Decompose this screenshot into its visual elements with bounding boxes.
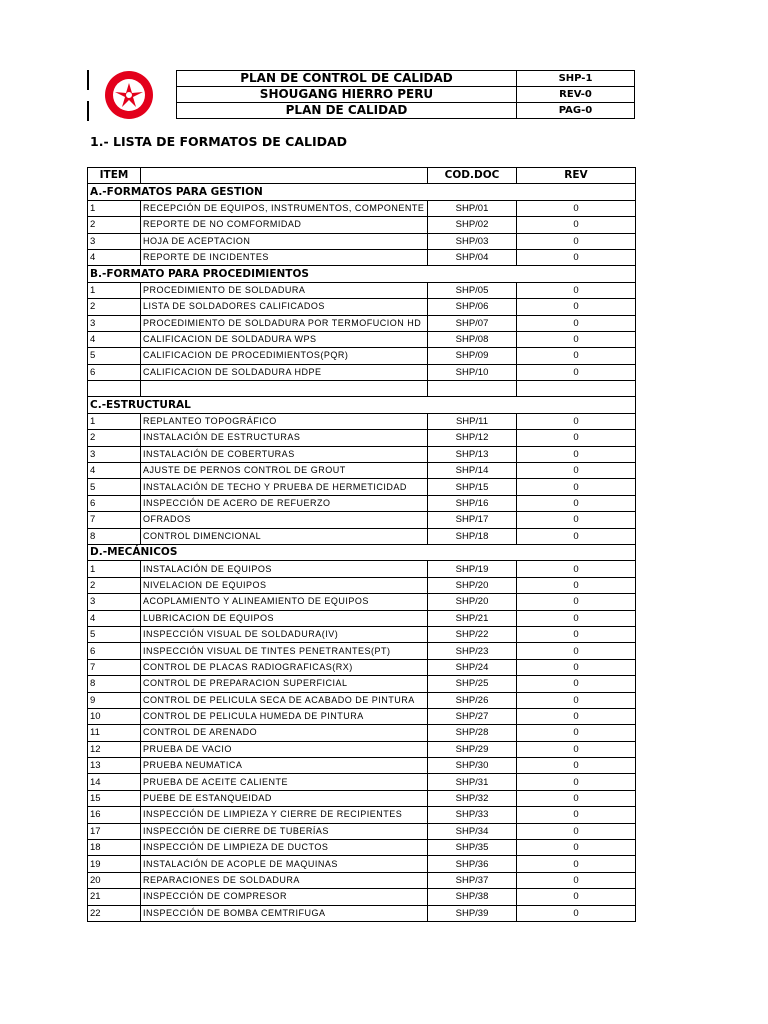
row-description: NIVELACION DE EQUIPOS [141, 577, 428, 593]
row-description: PROCEDIMIENTO DE SOLDADURA POR TERMOFUCION HD [141, 315, 428, 331]
table-row [88, 446, 636, 462]
row-item-number: 2 [88, 299, 141, 315]
group-title: A.-FORMATOS PARA GESTION [88, 184, 636, 200]
row-description: INSPECCIÓN DE COMPRESOR [141, 889, 428, 905]
table-row [88, 282, 636, 298]
row-description: CALIFICACION DE SOLDADURA WPS [141, 331, 428, 347]
group-title: C.-ESTRUCTURAL [88, 397, 636, 413]
row-revision: 0 [517, 610, 636, 626]
table-row [88, 331, 636, 347]
row-description: CALIFICACION DE PROCEDIMIENTOS(PQR) [141, 348, 428, 364]
row-item-number [88, 381, 141, 397]
row-item-number: 3 [88, 446, 141, 462]
row-item-number: 1 [88, 282, 141, 298]
row-description: INSPECCIÓN DE BOMBA CEMTRIFUGA [141, 905, 428, 921]
row-document-code: SHP/17 [428, 512, 517, 528]
row-document-code: SHP/37 [428, 872, 517, 888]
row-revision: 0 [517, 495, 636, 511]
row-item-number: 9 [88, 692, 141, 708]
row-document-code: SHP/02 [428, 217, 517, 233]
row-description: INSPECCIÓN VISUAL DE TINTES PENETRANTES(PT) [141, 643, 428, 659]
row-document-code: SHP/25 [428, 676, 517, 692]
table-row [88, 856, 636, 872]
row-item-number: 20 [88, 872, 141, 888]
row-document-code: SHP/27 [428, 708, 517, 724]
row-document-code: SHP/16 [428, 495, 517, 511]
column-header-rev: REV [517, 168, 636, 184]
row-document-code: SHP/29 [428, 741, 517, 757]
row-document-code: SHP/03 [428, 233, 517, 249]
row-item-number: 11 [88, 725, 141, 741]
table-row [88, 479, 636, 495]
company-logo [87, 69, 176, 120]
row-item-number: 7 [88, 659, 141, 675]
row-item-number: 5 [88, 348, 141, 364]
row-document-code: SHP/34 [428, 823, 517, 839]
row-item-number: 15 [88, 790, 141, 806]
row-document-code: SHP/32 [428, 790, 517, 806]
table-row [88, 692, 636, 708]
column-header-description [141, 168, 428, 184]
row-revision [517, 381, 636, 397]
row-document-code: SHP/05 [428, 282, 517, 298]
row-revision: 0 [517, 446, 636, 462]
row-description: INSPECCIÓN DE LIMPIEZA Y CIERRE DE RECIPIENTES [141, 807, 428, 823]
row-description: CONTROL DE ARENADO [141, 725, 428, 741]
table-body [88, 184, 636, 922]
header-title: PLAN DE CONTROL DE CALIDAD [177, 71, 517, 87]
row-document-code: SHP/39 [428, 905, 517, 921]
row-document-code: SHP/20 [428, 594, 517, 610]
group-header-row [88, 397, 636, 413]
row-document-code: SHP/14 [428, 463, 517, 479]
table-row [88, 790, 636, 806]
table-row [88, 725, 636, 741]
table-row [88, 741, 636, 757]
row-document-code: SHP/04 [428, 249, 517, 265]
row-item-number: 16 [88, 807, 141, 823]
table-row [88, 217, 636, 233]
row-description: INSPECCIÓN DE LIMPIEZA DE DUCTOS [141, 840, 428, 856]
row-revision: 0 [517, 659, 636, 675]
row-revision: 0 [517, 364, 636, 380]
header-revision: REV-0 [517, 87, 635, 103]
row-revision: 0 [517, 790, 636, 806]
column-header-item: ITEM [88, 168, 141, 184]
row-document-code: SHP/19 [428, 561, 517, 577]
logo-bracket [87, 70, 89, 90]
document-header [176, 70, 635, 119]
row-description: PRUEBA NEUMATICA [141, 758, 428, 774]
row-description: CALIFICACION DE SOLDADURA HDPE [141, 364, 428, 380]
row-description: INSPECCIÓN VISUAL DE SOLDADURA(IV) [141, 626, 428, 642]
row-item-number: 3 [88, 233, 141, 249]
row-document-code: SHP/33 [428, 807, 517, 823]
row-document-code: SHP/01 [428, 200, 517, 216]
header-code: SHP-1 [517, 71, 635, 87]
row-revision: 0 [517, 725, 636, 741]
row-document-code: SHP/21 [428, 610, 517, 626]
row-item-number: 22 [88, 905, 141, 921]
row-document-code: SHP/35 [428, 840, 517, 856]
table-row [88, 807, 636, 823]
row-item-number: 1 [88, 413, 141, 429]
section-title: 1.- LISTA DE FORMATOS DE CALIDAD [90, 134, 348, 149]
table-header-row [88, 168, 636, 184]
row-description: LUBRICACION DE EQUIPOS [141, 610, 428, 626]
row-description: PUEBE DE ESTANQUEIDAD [141, 790, 428, 806]
table-row [88, 872, 636, 888]
header-subtitle: PLAN DE CALIDAD [177, 103, 517, 119]
header-page: PAG-0 [517, 103, 635, 119]
row-revision: 0 [517, 741, 636, 757]
group-header-row [88, 266, 636, 282]
row-item-number: 4 [88, 331, 141, 347]
row-item-number: 3 [88, 594, 141, 610]
row-item-number: 7 [88, 512, 141, 528]
table-row [88, 643, 636, 659]
row-document-code: SHP/12 [428, 430, 517, 446]
table-row [88, 413, 636, 429]
row-description: REPARACIONES DE SOLDADURA [141, 872, 428, 888]
row-description: PRUEBA DE ACEITE CALIENTE [141, 774, 428, 790]
table-row [88, 708, 636, 724]
row-document-code: SHP/30 [428, 758, 517, 774]
row-item-number: 6 [88, 364, 141, 380]
row-item-number: 2 [88, 217, 141, 233]
formats-table [87, 167, 636, 922]
row-document-code: SHP/36 [428, 856, 517, 872]
row-description: INSTALACIÓN DE COBERTURAS [141, 446, 428, 462]
row-item-number: 2 [88, 430, 141, 446]
row-description: INSTALACIÓN DE TECHO Y PRUEBA DE HERMETICIDAD [141, 479, 428, 495]
row-revision: 0 [517, 889, 636, 905]
row-item-number: 5 [88, 626, 141, 642]
row-revision: 0 [517, 840, 636, 856]
table-row [88, 528, 636, 544]
row-document-code: SHP/15 [428, 479, 517, 495]
row-revision: 0 [517, 626, 636, 642]
table-row [88, 200, 636, 216]
row-description: RECEPCIÓN DE EQUIPOS, INSTRUMENTOS, COMPONENTE [141, 200, 428, 216]
row-revision: 0 [517, 872, 636, 888]
row-revision: 0 [517, 282, 636, 298]
group-title: B.-FORMATO PARA PROCEDIMIENTOS [88, 266, 636, 282]
row-revision: 0 [517, 758, 636, 774]
row-revision: 0 [517, 807, 636, 823]
table-row [88, 626, 636, 642]
header-company: SHOUGANG HIERRO PERU [177, 87, 517, 103]
row-description: INSPECCIÓN DE ACERO DE REFUERZO [141, 495, 428, 511]
row-item-number: 1 [88, 200, 141, 216]
row-item-number: 4 [88, 463, 141, 479]
row-description: OFRADOS [141, 512, 428, 528]
table-row [88, 299, 636, 315]
row-item-number: 2 [88, 577, 141, 593]
row-item-number: 4 [88, 249, 141, 265]
row-revision: 0 [517, 823, 636, 839]
row-document-code: SHP/13 [428, 446, 517, 462]
row-revision: 0 [517, 463, 636, 479]
row-revision: 0 [517, 348, 636, 364]
row-description: REPORTE DE NO COMFORMIDAD [141, 217, 428, 233]
row-item-number: 21 [88, 889, 141, 905]
row-description: PROCEDIMIENTO DE SOLDADURA [141, 282, 428, 298]
row-item-number: 3 [88, 315, 141, 331]
table-row [88, 249, 636, 265]
table-row [88, 495, 636, 511]
row-revision: 0 [517, 577, 636, 593]
row-description: INSTALACIÓN DE ESTRUCTURAS [141, 430, 428, 446]
row-revision: 0 [517, 528, 636, 544]
row-revision: 0 [517, 200, 636, 216]
table-row [88, 348, 636, 364]
row-description [141, 381, 428, 397]
table-row [88, 676, 636, 692]
group-header-row [88, 184, 636, 200]
row-description: INSTALACIÓN DE ACOPLE DE MAQUINAS [141, 856, 428, 872]
shougang-seal-icon [103, 69, 155, 121]
row-revision: 0 [517, 233, 636, 249]
row-revision: 0 [517, 774, 636, 790]
column-header-cod-doc: COD.DOC [428, 168, 517, 184]
row-revision: 0 [517, 692, 636, 708]
row-item-number: 6 [88, 495, 141, 511]
row-revision: 0 [517, 331, 636, 347]
row-description: CONTROL DE PLACAS RADIOGRAFICAS(RX) [141, 659, 428, 675]
logo-bracket [87, 101, 89, 121]
row-document-code: SHP/08 [428, 331, 517, 347]
row-document-code: SHP/38 [428, 889, 517, 905]
table-row [88, 577, 636, 593]
row-description: REPLANTEO TOPOGRÁFICO [141, 413, 428, 429]
table-row [88, 233, 636, 249]
group-header-row [88, 544, 636, 560]
row-item-number: 14 [88, 774, 141, 790]
row-revision: 0 [517, 905, 636, 921]
row-item-number: 5 [88, 479, 141, 495]
row-document-code: SHP/11 [428, 413, 517, 429]
row-document-code: SHP/10 [428, 364, 517, 380]
row-description: LISTA DE SOLDADORES CALIFICADOS [141, 299, 428, 315]
row-description: REPORTE DE INCIDENTES [141, 249, 428, 265]
row-description: AJUSTE DE PERNOS CONTROL DE GROUT [141, 463, 428, 479]
row-document-code: SHP/28 [428, 725, 517, 741]
row-item-number: 8 [88, 676, 141, 692]
row-description: INSTALACIÓN DE EQUIPOS [141, 561, 428, 577]
row-item-number: 10 [88, 708, 141, 724]
row-revision: 0 [517, 479, 636, 495]
row-revision: 0 [517, 249, 636, 265]
row-document-code: SHP/09 [428, 348, 517, 364]
row-item-number: 18 [88, 840, 141, 856]
table-row [88, 364, 636, 380]
row-description: HOJA DE ACEPTACION [141, 233, 428, 249]
table-row [88, 840, 636, 856]
table-row [88, 823, 636, 839]
table-row [88, 610, 636, 626]
row-description: CONTROL DE PELICULA HUMEDA DE PINTURA [141, 708, 428, 724]
table-row [88, 463, 636, 479]
row-revision: 0 [517, 299, 636, 315]
row-description: ACOPLAMIENTO Y ALINEAMIENTO DE EQUIPOS [141, 594, 428, 610]
row-description: CONTROL DIMENCIONAL [141, 528, 428, 544]
row-description: CONTROL DE PREPARACION SUPERFICIAL [141, 676, 428, 692]
group-title: D.-MECÁNICOS [88, 544, 636, 560]
table-row [88, 774, 636, 790]
table-row [88, 594, 636, 610]
row-item-number: 12 [88, 741, 141, 757]
row-revision: 0 [517, 594, 636, 610]
row-revision: 0 [517, 708, 636, 724]
row-item-number: 13 [88, 758, 141, 774]
row-document-code: SHP/24 [428, 659, 517, 675]
row-document-code: SHP/06 [428, 299, 517, 315]
table-row [88, 758, 636, 774]
row-revision: 0 [517, 856, 636, 872]
table-row [88, 381, 636, 397]
row-document-code: SHP/18 [428, 528, 517, 544]
row-description: PRUEBA DE VACIO [141, 741, 428, 757]
table-row [88, 889, 636, 905]
row-description: CONTROL DE PELICULA SECA DE ACABADO DE PINTURA [141, 692, 428, 708]
row-item-number: 17 [88, 823, 141, 839]
row-item-number: 19 [88, 856, 141, 872]
row-item-number: 4 [88, 610, 141, 626]
row-revision: 0 [517, 315, 636, 331]
table-row [88, 561, 636, 577]
table-row [88, 430, 636, 446]
row-document-code: SHP/26 [428, 692, 517, 708]
row-document-code: SHP/07 [428, 315, 517, 331]
row-item-number: 6 [88, 643, 141, 659]
row-revision: 0 [517, 561, 636, 577]
row-document-code [428, 381, 517, 397]
row-description: INSPECCIÓN DE CIERRE DE TUBERÍAS [141, 823, 428, 839]
row-item-number: 1 [88, 561, 141, 577]
row-document-code: SHP/31 [428, 774, 517, 790]
row-revision: 0 [517, 676, 636, 692]
row-document-code: SHP/23 [428, 643, 517, 659]
table-row [88, 905, 636, 921]
table-row [88, 512, 636, 528]
row-item-number: 8 [88, 528, 141, 544]
table-row [88, 315, 636, 331]
row-revision: 0 [517, 430, 636, 446]
table-row [88, 659, 636, 675]
row-revision: 0 [517, 217, 636, 233]
row-document-code: SHP/22 [428, 626, 517, 642]
row-revision: 0 [517, 413, 636, 429]
row-document-code: SHP/20 [428, 577, 517, 593]
row-revision: 0 [517, 512, 636, 528]
row-revision: 0 [517, 643, 636, 659]
